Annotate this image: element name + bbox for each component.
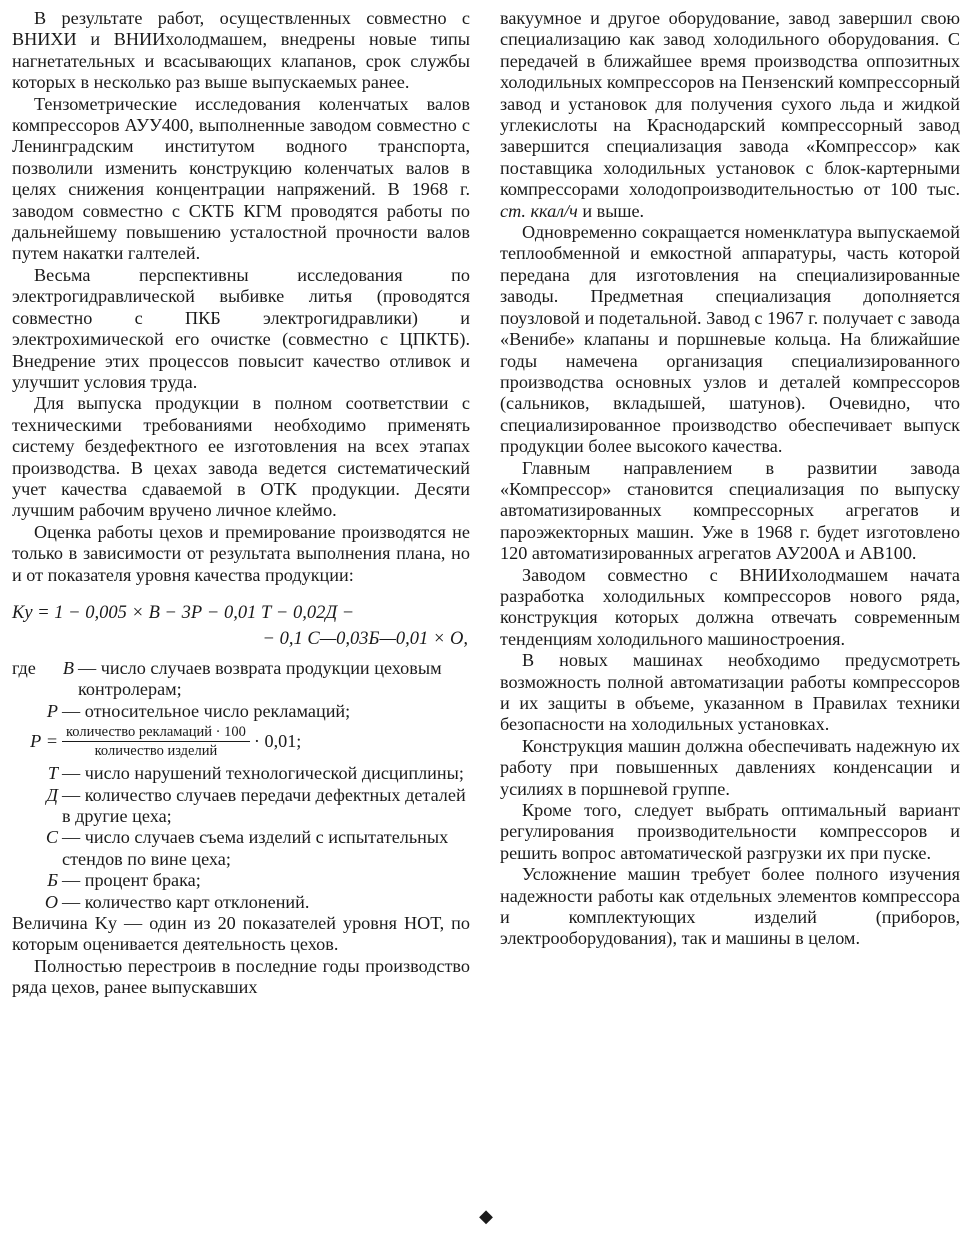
formula-legend	[12, 658, 470, 913]
paragraph: Одновременно сокращается номенклатура выпускаемой теплообменной и емкостной аппаратуры, часть которой передана для изготовления на специализированные заводы. Предметная специализация дополняется поузловой и подетальной. Завод с 1967 г. получает с завода «Венибе» клапаны и поршневые кольца. На ближайшие годы намечена организация специализированного производства основных узлов и деталей компрессоров (сальников, вкладышей, шатунов). Очевидно, что специализированное производство обеспечивает выпуск продукции более высокого качества.	[500, 222, 960, 457]
paragraph-text: и выше.	[582, 200, 645, 221]
paragraph: Заводом совместно с ВНИИхолодмашем начата разработка холодильных компрессоров нового ряда, конструкция которых должна отвечать современным тенденциям холодильного машиностроения.	[500, 564, 960, 649]
legend-item	[12, 701, 470, 722]
legend-symbol: С	[45, 827, 58, 848]
fraction-denominator: количество изделий	[94, 743, 218, 760]
legend-item	[12, 892, 470, 913]
legend-item	[12, 785, 470, 828]
paragraph: Главным направлением в развитии завода «Компрессор» становится специализация по выпуску автоматизированных компрессорных агрегатов и пароэжекторных машин. Уже в 1968 г. будет изготовлено 120 автоматизированных агрегатов АУ200А и АВ100.	[500, 457, 960, 564]
fraction-symbol: Р =	[30, 730, 58, 751]
legend-text: — количество случаев передачи дефектных деталей в другие цеха;	[62, 784, 466, 826]
legend-symbol: Б	[47, 870, 58, 891]
legend-text: — относительное число рекламаций;	[62, 700, 351, 721]
legend-text: — количество карт отклонений.	[62, 891, 310, 912]
paragraph: В результате работ, осуществленных совместно с ВНИХИ и ВНИИхолодмашем, внедрены новые типы нагнетательных и всасывающих клапанов, срок службы которых в несколько раз выше выпускаемых ранее.	[12, 8, 470, 93]
left-column	[12, 8, 470, 999]
paragraph: Кроме того, следует выбрать оптимальный вариант регулирования производительности компрессоров и решить вопрос автоматической разгрузки их при пуске.	[500, 800, 960, 863]
unit-text: ст. ккал/ч	[500, 200, 578, 221]
legend-symbol: Р	[46, 700, 58, 721]
legend-symbol: О	[44, 891, 58, 912]
formula-line-1: Kу = 1 − 0,005 × В − 3Р − 0,01 Т − 0,02Д −	[12, 602, 355, 623]
formula-line-2: − 0,1 С—0,03Б—0,01 × О,	[262, 628, 468, 649]
paragraph: Конструкция машин должна обеспечивать надежную их работу при повышенных давлениях конденсации и усилиях в поршневой группе.	[500, 735, 960, 799]
quality-formula	[12, 600, 470, 652]
diamond-ornament-icon: ◆	[479, 1206, 493, 1226]
legend-text: — число случаев съема изделий с испытательных стендов по вине цеха;	[62, 827, 449, 869]
legend-item	[12, 870, 470, 891]
legend-item	[12, 658, 470, 701]
legend-symbol: Д	[46, 784, 58, 805]
paragraph: Величина Kу — один из 20 показателей уровня НОТ, по которым оценивается деятельность цехов.	[12, 913, 470, 955]
paragraph: Тензометрические исследования коленчатых валов компрессоров АУУ400, выполненные заводом совместно с Ленинградским институтом водного транспорта, позволили изменить конструкцию коленчатых валов в целях снижения концентрации напряжений. В 1968 г. заводом совместно с СКТБ КГМ проводятся работы по дальнейшему повышению усталостной прочности валов путем накатки галтелей.	[12, 93, 470, 264]
legend-where: где	[12, 657, 36, 678]
legend-symbol: Т	[47, 763, 58, 784]
paragraph: Оценка работы цехов и премирование производятся не только в зависимости от результата выполнения плана, но и от показателя уровня качества продукции:	[12, 521, 470, 585]
legend-item	[12, 827, 470, 870]
right-column	[500, 8, 960, 950]
paragraph: Для выпуска продукции в полном соответствии с техническими требованиями необходимо применять систему бездефектного ее изготовления на всех этапах производства. В цехах завода ведется систематический учет качества сдаваемой в ОТК продукции. Десяти лучшим рабочим вручено личное клеймо.	[12, 393, 470, 521]
paragraph	[500, 8, 960, 222]
legend-symbol: В	[62, 657, 74, 678]
legend-text: — число случаев возврата продукции цеховым контролерам;	[78, 657, 442, 700]
paragraph-text: вакуумное и другое оборудование, завод завершил свою специализацию как завод холодильного оборудования. С передачей в ближайшее время производства оппозитных холодильных компрессоров на Пензенский компрессорный завод и установок для получения сухого льда и жидкой углекислоты на Краснодарский компрессорный завод завершится специализация завода «Компрессор» как поставщика холодильных установок с блок-картерными компрессорами холодопроизводительностью от 100 тыс.	[500, 8, 960, 200]
paragraph: Усложнение машин требует более полного изучения надежности работы как отдельных элементов компрессора и комплектующих изделий (приборов, электрооборудования), так и машины в целом.	[500, 864, 960, 949]
fraction-formula	[12, 724, 470, 759]
fraction-numerator: количество рекламаций · 100	[62, 724, 250, 742]
legend-item	[12, 763, 470, 784]
fraction	[62, 724, 250, 759]
paragraph: Весьма перспективны исследования по электрогидравлической выбивке литья (проводятся совместно с ПКБ электрогидравлики) и электрохимической его очистке (совместно с ЦПКТБ). Внедрение этих процессов повысит качество отливок и улучшит условия труда.	[12, 264, 470, 392]
paragraph: Полностью перестроив в последние годы производство ряда цехов, ранее выпускавших	[12, 955, 470, 998]
legend-text: — процент брака;	[62, 870, 201, 891]
legend-text: — число нарушений технологической дисциплины;	[62, 763, 464, 784]
paragraph: В новых машинах необходимо предусмотреть возможность полной автоматизации работы компрессоров и их защиты в объеме, указанном в Правилах техники безопасности на холодильных установках.	[500, 650, 960, 735]
fraction-tail: · 0,01;	[253, 730, 302, 751]
